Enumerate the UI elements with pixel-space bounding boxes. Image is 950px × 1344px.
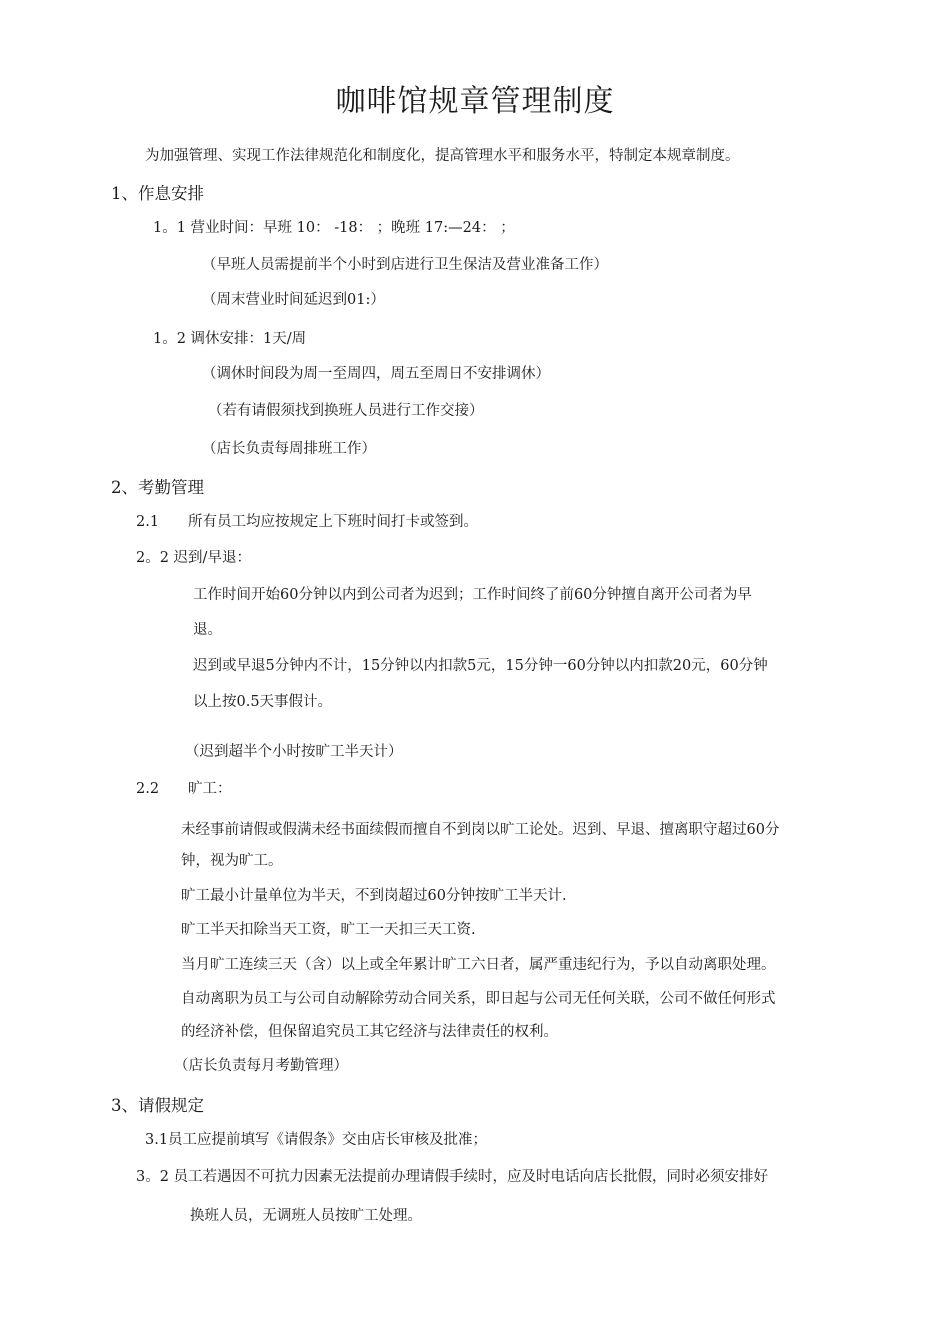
section-heading-attendance: 2、考勤管理 [111,478,204,497]
note-early-shift: （早班人员需提前半个小时到店进行卫生保洁及营业准备工作） [202,257,608,273]
item-business-hours: 1。1 营业时间：早班 10： -18： ；晚班 17:—24： ； [153,220,515,236]
absent-definition-line1: 未经事前请假或假满未经书面续假而擅自不到岗以旷工论处。迟到、早退、擅离职守超过60分 [181,822,780,838]
section-heading-schedule: 1、作息安排 [111,184,204,203]
absent-deduction: 旷工半天扣除当天工资，旷工一天扣三天工资. [181,922,476,938]
item-emergency-leave-line1: 3。2 员工若遇因不可抗力因素无法提前办理请假手续时，应及时电话向店长批假，同时必须安排好 [136,1169,769,1185]
item-day-off: 1。2 调休安排：1天/周 [153,331,307,347]
auto-resign-line2: 的经济补偿，但保留追究员工其它经济与法律责任的权利。 [181,1024,558,1040]
late-penalty-line1: 迟到或早退5分钟内不计，15分钟以内扣款5元，15分钟一60分钟以内扣款20元，60分钟 [193,658,768,674]
note-shift-swap: （若有请假须找到换班人员进行工作交接） [208,403,484,419]
item-absenteeism: 2.2 旷工： [136,781,232,797]
section-heading-leave: 3、请假规定 [111,1096,204,1115]
intro-paragraph: 为加强管理、实现工作法律规范化和制度化，提高管理水平和服务水平，特制定本规章制度。 [145,148,740,164]
note-monthly-attendance: （店长负责每月考勤管理） [174,1058,348,1074]
document-title: 咖啡馆规章管理制度 [335,84,615,119]
late-penalty-line2: 以上按0.5天事假计。 [193,694,333,710]
item-clock-in: 2.1 所有员工均应按规定上下班时间打卡或签到。 [136,514,479,530]
item-emergency-leave-line2: 换班人员，无调班人员按旷工处理。 [190,1208,422,1224]
late-definition-line2: 退。 [193,622,222,638]
late-definition-line1: 工作时间开始60分钟以内到公司者为迟到；工作时间终了前60分钟擅自离开公司者为早 [193,587,752,603]
absent-serious: 当月旷工连续三天（含）以上或全年累计旷工六日者，属严重违纪行为，予以自动离职处理。 [181,957,776,973]
absent-unit: 旷工最小计量单位为半天，不到岗超过60分钟按旷工半天计. [181,888,567,904]
item-leave-form: 3.1员工应提前填写《请假条》交由店长审核及批准； [145,1132,488,1148]
note-late-half-day: （迟到超半个小时按旷工半天计） [185,744,403,760]
auto-resign-line1: 自动离职为员工与公司自动解除劳动合同关系，即日起与公司无任何关联，公司不做任何形式 [181,991,776,1007]
item-late-early: 2。2 迟到/早退： [136,550,251,566]
note-weekly-schedule: （店长负责每周排班工作） [202,441,376,457]
absent-definition-line2: 钟，视为旷工。 [181,853,283,869]
note-weekend-hours: （周末营业时间延迟到01:） [202,292,385,308]
note-day-off-period: （调休时间段为周一至周四，周五至周日不安排调休） [202,366,550,382]
